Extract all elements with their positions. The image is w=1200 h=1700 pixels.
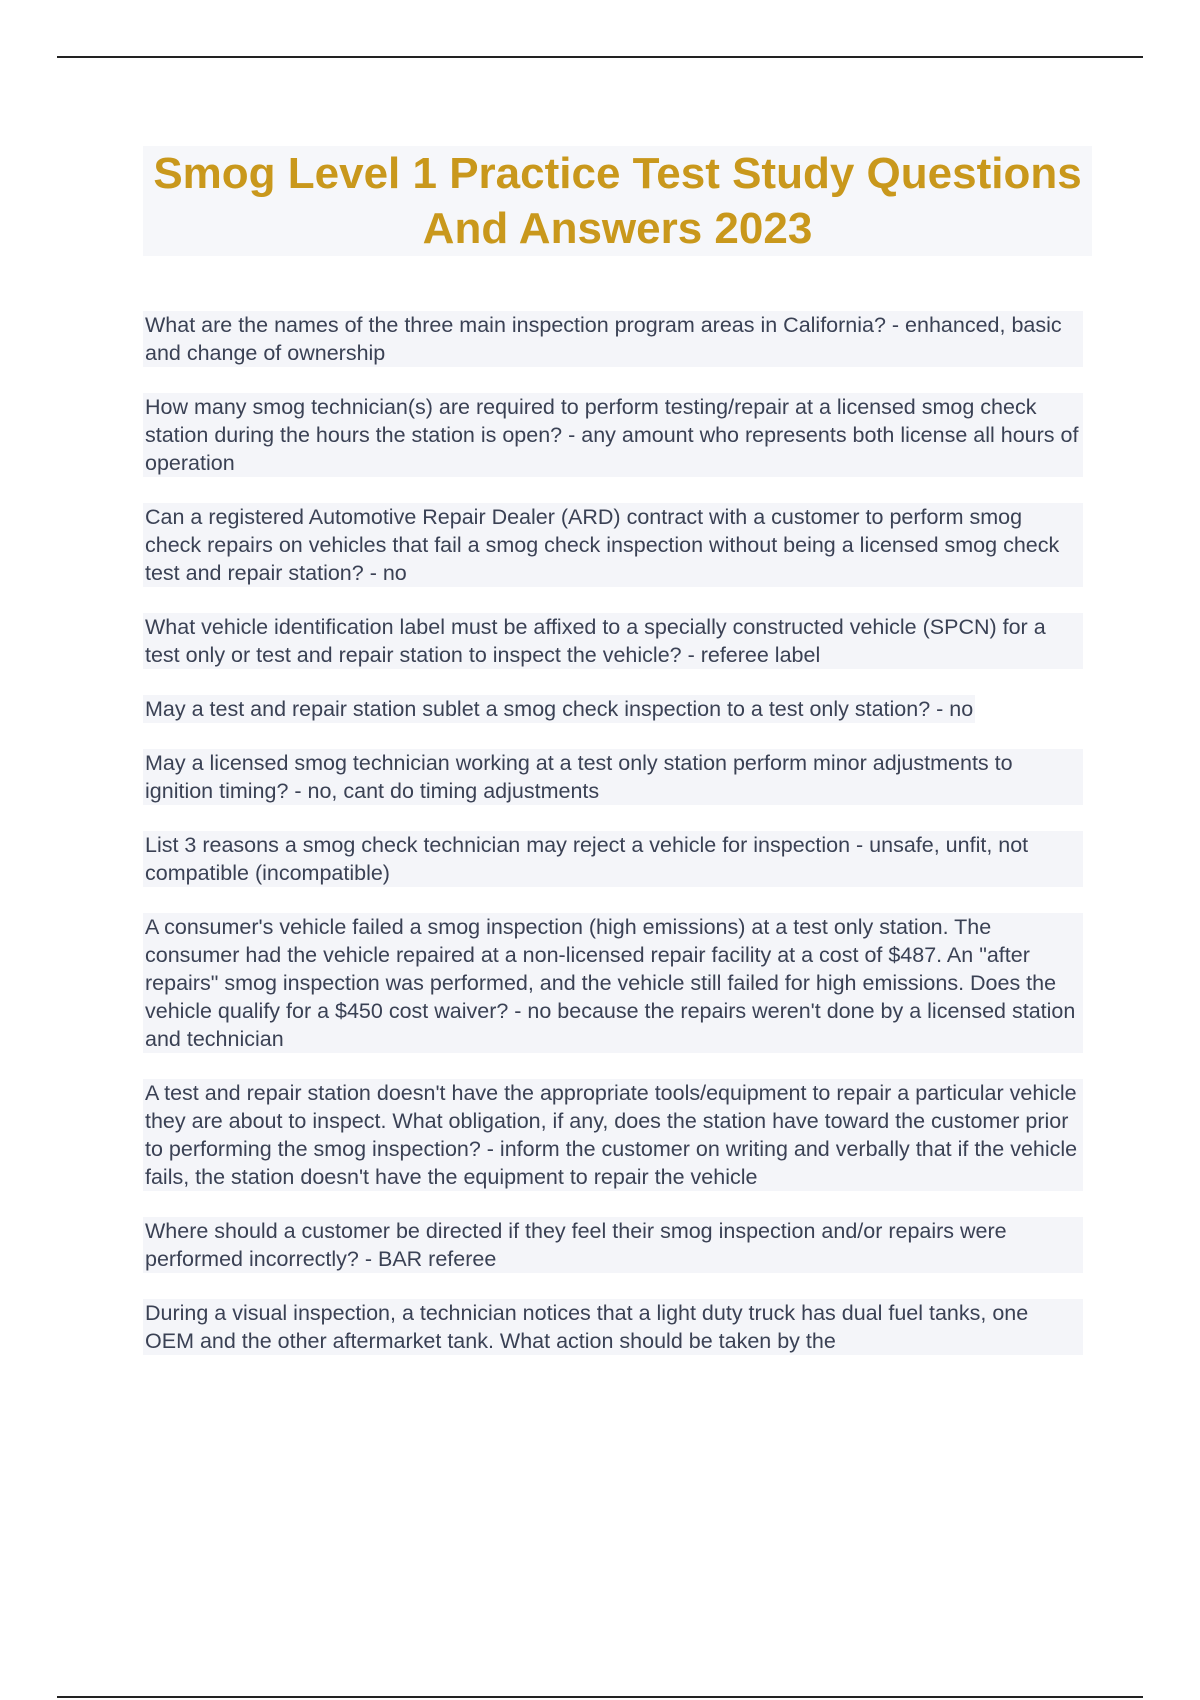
qa-item-3: Can a registered Automotive Repair Dealer (ARD) contract with a customer to perform smog check repairs on vehicles that fail a smog check inspection without being a licensed smog check test and repair station? - no — [143, 503, 1083, 587]
qa-item-7: List 3 reasons a smog check technician may reject a vehicle for inspection - unsafe, unfit, not compatible (incompatible) — [143, 831, 1083, 887]
qa-item-5: May a test and repair station sublet a smog check inspection to a test only station? - no — [145, 697, 974, 721]
qa-item-6: May a licensed smog technician working at a test only station perform minor adjustments to ignition timing? - no, cant do timing adjustments — [143, 749, 1083, 805]
qa-item-11: During a visual inspection, a technician notices that a light duty truck has dual fuel tanks, one OEM and the other aftermarket tank. What action should be taken by the — [143, 1299, 1083, 1355]
qa-item-10: Where should a customer be directed if they feel their smog inspection and/or repairs were performed incorrectly? - BAR referee — [143, 1217, 1083, 1273]
qa-item-4: What vehicle identification label must be affixed to a specially constructed vehicle (SPCN) for a test only or test and repair station to inspect the vehicle? - referee label — [143, 613, 1083, 669]
bottom-rule — [57, 1696, 1143, 1698]
qa-item-2: How many smog technician(s) are required to perform testing/repair at a licensed smog check station during the hours the station is open? - any amount who represents both license all hours of operation — [143, 393, 1083, 477]
qa-item-9: A test and repair station doesn't have the appropriate tools/equipment to repair a particular vehicle they are about to inspect. What obligation, if any, does the station have toward the customer prior to performing the smog inspection? - inform the customer on writing and verbally that if the vehicle fails, the station doesn't have the equipment to repair the vehicle — [143, 1079, 1083, 1191]
qa-item-8: A consumer's vehicle failed a smog inspection (high emissions) at a test only station. The consumer had the vehicle repaired at a non-licensed repair facility at a cost of $487. An "after repairs" smog inspection was performed, and the vehicle still failed for high emissions. Does the vehicle qualify for a $450 cost waiver? - no because the repairs weren't done by a licensed station and technician — [143, 913, 1083, 1053]
title-banner — [143, 146, 1092, 256]
top-rule — [57, 56, 1143, 58]
question-answer-list — [143, 311, 1083, 1381]
document-title: Smog Level 1 Practice Test Study Questions And Answers 2023 — [153, 149, 1082, 253]
qa-item-1: What are the names of the three main inspection program areas in California? - enhanced, basic and change of ownership — [143, 311, 1083, 367]
